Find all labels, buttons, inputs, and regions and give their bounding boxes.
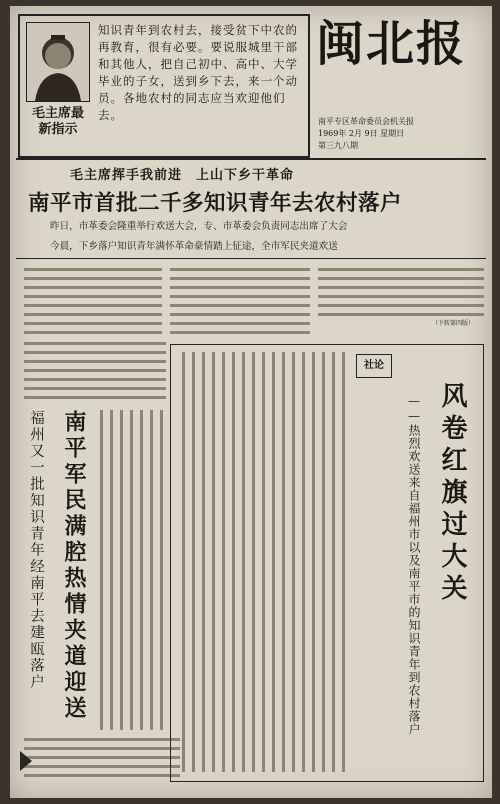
editorial-tag: 社论 xyxy=(356,354,392,378)
quote-text: 知识青年到农村去，接受贫下中农的再教育，很有必要。要说服城里干部和其他人，把自己初中、高中、大学毕业的子女，送到乡下去，来一个动员。各地农村的同志应当欢迎他们去。 xyxy=(98,23,298,122)
masthead-info xyxy=(318,116,414,152)
article-column xyxy=(24,268,162,338)
subheadline-fuzhou: 福州又一批知识青年经南平去建瓯落户 xyxy=(28,410,44,691)
article-column xyxy=(24,342,166,400)
headline-kicker: 毛主席挥手我前进 上山下乡干革命 xyxy=(70,168,295,183)
subheadline-nanping: 南平军民满腔热情夹道迎送 xyxy=(61,410,86,722)
article-column xyxy=(318,268,484,316)
article-column xyxy=(24,738,180,778)
section-rule xyxy=(16,258,486,259)
newspaper-page xyxy=(10,6,492,798)
headline-deck-1: 昨日，市革委会隆重举行欢送大会，专、市革委会负责同志出席了大会 xyxy=(50,221,348,232)
quote-title: 毛主席最新指示 xyxy=(31,106,84,137)
editorial-text xyxy=(178,352,346,772)
header-rule xyxy=(16,158,486,160)
publication-date: 1969年 2月 9日 星期日 xyxy=(318,129,405,138)
editorial-title: 风卷红旗过大关 xyxy=(437,382,467,606)
publisher: 南平专区革命委员会机关报 xyxy=(318,117,414,126)
issue-number: 第三九八期 xyxy=(318,141,358,150)
main-headline: 南平市首批二千多知识青年去农村落户 xyxy=(28,191,403,216)
headline-deck-2: 今晨，下乡落户知识青年满怀革命豪情踏上征途，全市军民夹道欢送 xyxy=(50,241,338,252)
article-column xyxy=(170,268,310,338)
portrait-image xyxy=(26,22,90,102)
continued-note: （下转第四版） xyxy=(432,320,475,327)
chairman-quote-box xyxy=(18,14,310,158)
masthead-title: 闽北报 xyxy=(316,16,467,72)
editorial-subtitle: ——热烈欢送来自福州市以及南平市的知识青年到农村落户 xyxy=(407,394,421,736)
article-column xyxy=(96,410,166,730)
page-arrow-icon xyxy=(20,751,32,771)
